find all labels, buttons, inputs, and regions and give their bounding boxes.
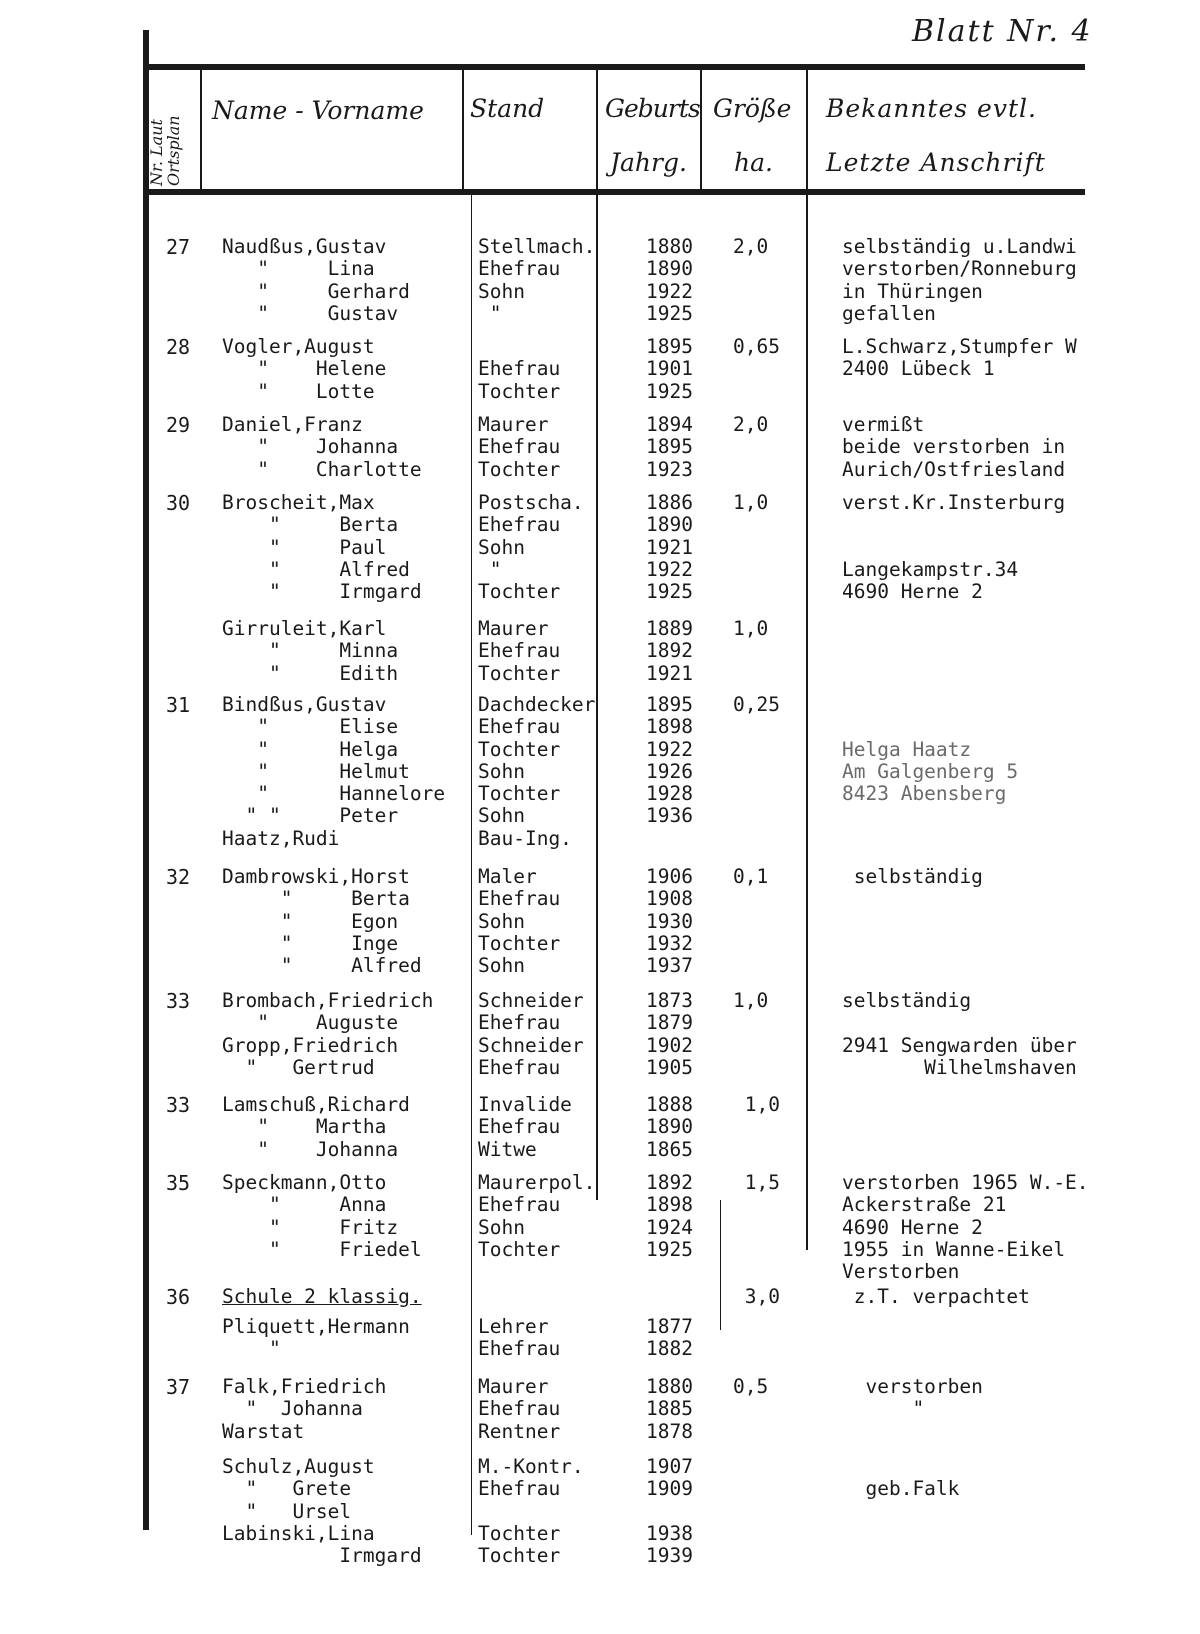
entry-names: Pliquett,Hermann " xyxy=(222,1315,410,1361)
entry-number: 33 xyxy=(166,1093,191,1117)
entry-size-ha: 1,0 xyxy=(733,1093,780,1116)
header-bottom-rule xyxy=(143,189,1085,195)
entry-address: verst.Kr.Insterburg Langekampstr.34 4690 Herne 2 xyxy=(842,491,1066,604)
entry-address: selbständig 2941 Sengwarden über Wilhelmshaven xyxy=(842,989,1077,1079)
entry-stand: Maurerpol. Ehefrau Sohn Tochter xyxy=(478,1171,596,1261)
entry-birth-years: 1895 1901 1925 xyxy=(646,335,693,403)
entry-address: verstorben " xyxy=(865,1375,983,1421)
entry-birth-years: 1907 1909 1938 1939 xyxy=(646,1455,693,1568)
entry-size-ha: 0,65 xyxy=(733,335,780,358)
entry-birth-years: 1877 1882 xyxy=(646,1315,693,1361)
entry-birth-years: 1894 1895 1923 xyxy=(646,413,693,481)
entry-number: 32 xyxy=(166,865,191,889)
entry-names: Lamschuß,Richard " Martha " Johanna xyxy=(222,1093,410,1161)
entry-stand: Stellmach. Ehefrau Sohn " xyxy=(478,235,596,325)
entry-names: Dambrowski,Horst " Berta " Egon " Inge " Alfred xyxy=(222,865,422,978)
header-top-rule xyxy=(143,64,1085,70)
entry-stand: Maurer Ehefrau Tochter xyxy=(478,413,561,481)
column-divider-groesse xyxy=(806,70,808,1250)
entry-birth-years: 1889 1892 1921 xyxy=(646,617,693,685)
entry-names: Broscheit,Max " Berta " Paul " Alfred " Irmgard xyxy=(222,491,422,604)
entry-names: Girruleit,Karl " Minna " Edith xyxy=(222,617,399,685)
entry-address: z.T. verpachtet xyxy=(842,1285,1030,1308)
entry-names: Schulz,August " Grete " Ursel Labinski,Lina Irmgard xyxy=(222,1455,422,1568)
entry-stand: Ehefrau Tochter xyxy=(478,357,561,403)
entry-birth-years: 1880 1890 1922 1925 xyxy=(646,235,693,325)
entry-address: Helga Haatz Am Galgenberg 5 8423 Abensberg xyxy=(842,737,1019,806)
header-nr xyxy=(147,115,188,186)
entry-stand: Schneider Ehefrau Schneider Ehefrau xyxy=(478,989,584,1079)
entry-size-ha: 1,0 xyxy=(733,989,769,1012)
column-divider-name-body xyxy=(471,195,472,1535)
entry-address: selbständig u.Landwi verstorben/Ronneburg in Thüringen gefallen xyxy=(842,235,1077,325)
header-geburts: Geburts xyxy=(605,94,700,123)
entry-number: 29 xyxy=(166,413,191,437)
entry-size-ha: 3,0 xyxy=(733,1285,780,1308)
entry-size-ha: 2,0 xyxy=(733,413,769,436)
entry-number: 36 xyxy=(166,1285,191,1309)
entry-names: Brombach,Friedrich " Auguste Gropp,Friedrich " Gertrud xyxy=(222,989,434,1079)
header-name: Name - Vorname xyxy=(212,96,424,125)
entry-stand: Postscha. Ehefrau Sohn " Tochter xyxy=(478,491,584,604)
entry-number: 27 xyxy=(166,235,191,259)
entry-size-ha: 1,0 xyxy=(733,617,769,640)
entry-size-ha: 2,0 xyxy=(733,235,769,258)
entry-names: Bindßus,Gustav " Elise " Helga " Helmut " Hannelore " " Peter Haatz,Rudi xyxy=(222,693,446,850)
entry-number: 35 xyxy=(166,1171,191,1195)
entry-stand: Maler Ehefrau Sohn Tochter Sohn xyxy=(478,865,561,978)
entry-number: 28 xyxy=(166,335,191,359)
entry-size-ha: 0,5 xyxy=(733,1375,769,1398)
column-divider-year-body xyxy=(720,1200,721,1330)
entry-stand: M.-Kontr. Ehefrau Tochter Tochter xyxy=(478,1455,584,1568)
entry-number: 31 xyxy=(166,693,191,717)
entry-birth-years: 1888 1890 1865 xyxy=(646,1093,693,1161)
entry-names: Falk,Friedrich " Johanna Warstat xyxy=(222,1375,387,1443)
left-margin-line xyxy=(143,30,149,1530)
entry-address: L.Schwarz,Stumpfer W 2400 Lübeck 1 xyxy=(842,335,1077,381)
header-nr-line1: Nr. Laut xyxy=(147,119,166,186)
entry-birth-years: 1886 1890 1921 1922 1925 xyxy=(646,491,693,604)
entry-size-ha: 0,25 xyxy=(733,693,780,716)
header-ha: ha. xyxy=(734,148,773,177)
header-stand: Stand xyxy=(470,94,545,123)
header-jahrg: Jahrg. xyxy=(610,148,687,177)
entry-birth-years: 1892 1898 1924 1925 xyxy=(646,1171,693,1261)
entry-number: 33 xyxy=(166,989,191,1013)
sheet-label: Blatt Nr. 4 xyxy=(912,14,1093,49)
entry-birth-years: 1873 1879 1902 1905 xyxy=(646,989,693,1079)
column-divider-stand xyxy=(596,70,598,1200)
entry-size-ha: 0,1 xyxy=(733,865,769,888)
entry-address: geb.Falk xyxy=(865,1477,960,1501)
entry-stand: Maurer Ehefrau Rentner xyxy=(478,1375,561,1443)
entry-names: Schule 2 klassig. xyxy=(222,1285,422,1308)
header-anschrift-1: Bekanntes evtl. xyxy=(826,94,1037,123)
entry-size-ha: 1,0 xyxy=(733,491,769,514)
header-anschrift-2: Letzte Anschrift xyxy=(826,148,1046,177)
entry-address: selbständig xyxy=(842,865,983,888)
column-divider-nr xyxy=(200,70,202,190)
entry-names: Speckmann,Otto " Anna " Fritz " Friedel xyxy=(222,1171,422,1261)
entry-number: 30 xyxy=(166,491,191,515)
entry-number: 37 xyxy=(166,1375,191,1399)
column-divider-name xyxy=(462,70,464,190)
entry-address: vermißt beide verstorben in Aurich/Ostfriesland xyxy=(842,413,1066,481)
entry-birth-years: 1906 1908 1930 1932 1937 xyxy=(646,865,693,978)
header-nr-line2: Ortsplan xyxy=(164,115,183,186)
entry-names: Daniel,Franz " Johanna " Charlotte xyxy=(222,413,422,481)
entry-size-ha: 1,5 xyxy=(733,1171,780,1194)
entry-stand: Invalide Ehefrau Witwe xyxy=(478,1093,572,1161)
entry-names: Vogler,August " Helene " Lotte xyxy=(222,335,387,403)
entry-birth-years: 1880 1885 1878 xyxy=(646,1375,693,1443)
entry-names: Naudßus,Gustav " Lina " Gerhard " Gustav xyxy=(222,235,410,325)
entry-stand: Dachdecker Ehefrau Tochter Sohn Tochter Sohn Bau-Ing. xyxy=(478,693,596,850)
entry-birth-years: 1895 1898 1922 1926 1928 1936 xyxy=(646,693,693,828)
entry-stand: Lehrer Ehefrau xyxy=(478,1315,561,1361)
column-divider-geburt xyxy=(700,70,702,190)
header-groesse: Größe xyxy=(713,94,792,123)
entry-stand: Maurer Ehefrau Tochter xyxy=(478,617,561,685)
entry-address: verstorben 1965 W.-E. Ackerstraße 21 4690 Herne 2 1955 in Wanne-Eikel Verstorben xyxy=(842,1171,1089,1284)
